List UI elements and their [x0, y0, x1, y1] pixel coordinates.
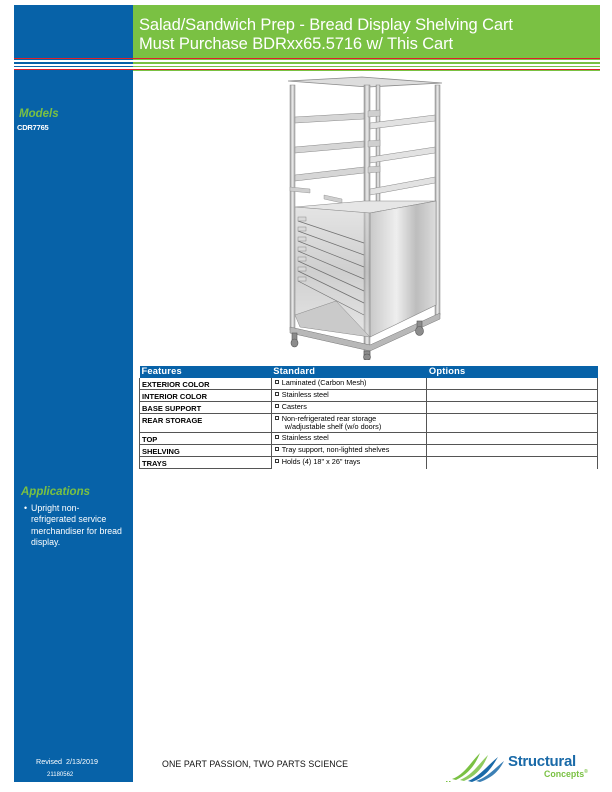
- checkbox-icon: [275, 380, 279, 384]
- product-image: [276, 75, 456, 360]
- header-options: Options: [427, 366, 598, 378]
- feature-name: TRAYS: [140, 457, 272, 469]
- checkbox-icon: [275, 459, 279, 463]
- title-line-1: Salad/Sandwich Prep - Bread Display Shelving Cart: [139, 16, 513, 34]
- table-row: [140, 414, 598, 433]
- table-row: [140, 433, 598, 445]
- checkbox-icon: [275, 404, 279, 408]
- models-heading: Models: [19, 108, 59, 120]
- header-features: Features: [140, 366, 272, 378]
- model-number: CDR7765: [17, 123, 49, 132]
- checkbox-icon: [275, 435, 279, 439]
- feature-name: EXTERIOR COLOR: [140, 378, 272, 390]
- checkbox-icon: [275, 447, 279, 451]
- feature-options: [427, 402, 598, 414]
- footer-tagline: ONE PART PASSION, TWO PARTS SCIENCE: [162, 759, 349, 769]
- checkbox-icon: [275, 416, 279, 420]
- feature-standard: Stainless steel: [271, 433, 427, 445]
- header-divider-stripes: [14, 58, 600, 71]
- feature-standard: Tray support, non-lighted shelves: [271, 445, 427, 457]
- feature-name: REAR STORAGE: [140, 414, 272, 433]
- feature-standard: Holds (4) 18" x 26" trays: [271, 457, 427, 469]
- revised-date: 2/13/2019: [65, 757, 98, 766]
- feature-options: [427, 390, 598, 402]
- feature-name: BASE SUPPORT: [140, 402, 272, 414]
- title-banner: [133, 5, 600, 60]
- table-row: [140, 457, 598, 469]
- feature-name: TOP: [140, 433, 272, 445]
- table-row: [140, 378, 598, 390]
- feature-options: [427, 445, 598, 457]
- features-table: [139, 366, 598, 469]
- table-row: [140, 390, 598, 402]
- applications-list: [24, 503, 124, 548]
- application-item: • Upright non-refrigerated service merchandiser for bread display.: [24, 503, 124, 548]
- logo-subwordmark: Concepts®: [544, 769, 588, 779]
- feature-standard: Stainless steel: [271, 390, 427, 402]
- title-line-2: Must Purchase BDRxx65.5716 w/ This Cart: [139, 35, 454, 53]
- structural-concepts-logo: [446, 745, 606, 785]
- feature-options: [427, 378, 598, 390]
- feature-options: [427, 414, 598, 433]
- feature-options: [427, 457, 598, 469]
- sidebar-panel: [14, 5, 133, 782]
- feature-standard: Casters: [271, 402, 427, 414]
- checkbox-icon: [275, 392, 279, 396]
- feature-standard: Laminated (Carbon Mesh): [271, 378, 427, 390]
- header-standard: Standard: [271, 366, 427, 378]
- applications-heading: Applications: [21, 486, 91, 498]
- table-row: [140, 445, 598, 457]
- document-number: 21180562: [47, 772, 74, 778]
- logo-swoosh-icon: [446, 745, 508, 785]
- logo-wordmark: Structural: [508, 753, 576, 770]
- page-title: [139, 16, 513, 54]
- revision-info: [36, 757, 98, 766]
- feature-name: INTERIOR COLOR: [140, 390, 272, 402]
- revised-label: Revised: [36, 757, 62, 766]
- feature-options: [427, 433, 598, 445]
- table-row: [140, 402, 598, 414]
- feature-name: SHELVING: [140, 445, 272, 457]
- shelving-cart-illustration: [276, 75, 456, 360]
- table-header-row: [140, 366, 598, 378]
- feature-standard: Non-refrigerated rear storage w/adjustable shelf (w/o doors): [271, 414, 427, 433]
